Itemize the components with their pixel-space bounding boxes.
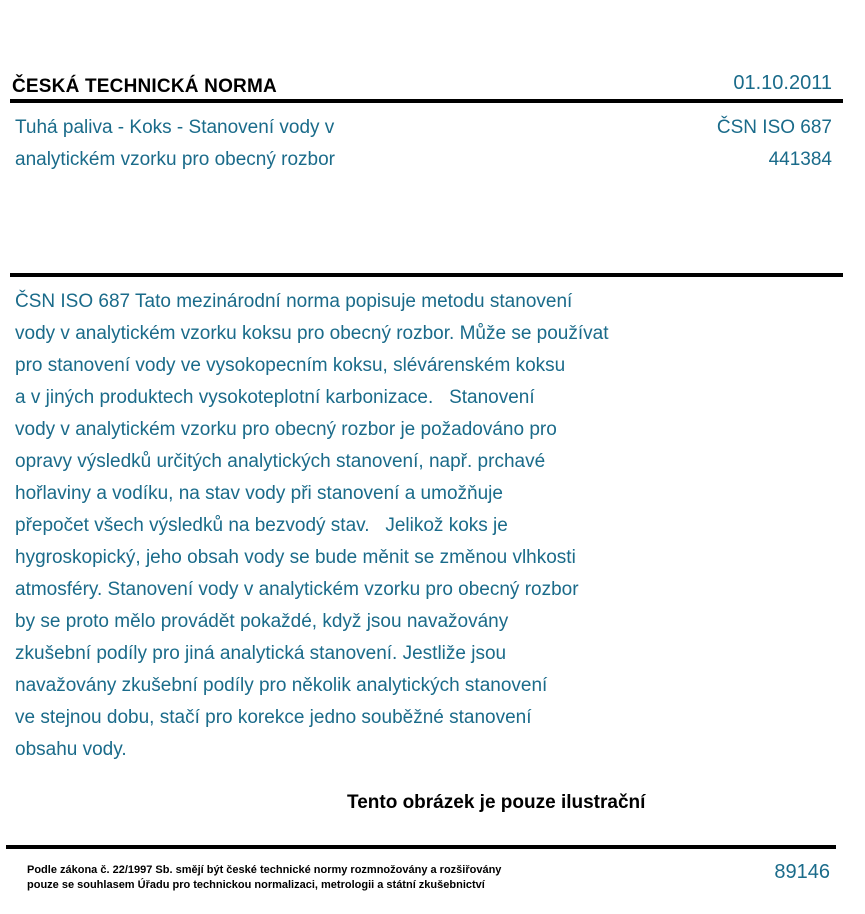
- abstract-line: pro stanovení vody ve vysokopecním koksu, slévárenském koksu: [15, 355, 566, 376]
- abstract-line: ve stejnou dobu, stačí pro korekce jedno souběžné stanovení: [15, 707, 532, 728]
- abstract-line: ČSN ISO 687 Tato mezinárodní norma popisuje metodu stanovení: [15, 291, 573, 312]
- document-id: 89146: [774, 861, 830, 883]
- document-type-heading: ČESKÁ TECHNICKÁ NORMA: [12, 76, 277, 97]
- bottom-divider: [6, 845, 836, 849]
- copyright-notice: [27, 863, 501, 893]
- top-divider: [10, 99, 843, 103]
- abstract-line: a v jiných produktech vysokoteplotní karbonizace. Stanovení: [15, 387, 535, 408]
- abstract-line: atmosféry. Stanovení vody v analytickém vzorku pro obecný rozbor: [15, 579, 579, 600]
- classification-number: 441384: [768, 149, 832, 170]
- abstract-line: obsahu vody.: [15, 739, 127, 760]
- middle-divider: [10, 273, 843, 277]
- abstract-text: [15, 286, 715, 766]
- abstract-line: navažovány zkušební podíly pro několik analytických stanovení: [15, 675, 548, 696]
- publication-date: 01.10.2011: [733, 72, 832, 94]
- abstract-line: vody v analytickém vzorku koksu pro obecný rozbor. Může se používat: [15, 323, 609, 344]
- abstract-line: hygroskopický, jeho obsah vody se bude měnit se změnou vlhkosti: [15, 547, 576, 568]
- abstract-line: hořlaviny a vodíku, na stav vody při stanovení a umožňuje: [15, 483, 503, 504]
- abstract-line: opravy výsledků určitých analytických stanovení, např. prchavé: [15, 451, 546, 472]
- standard-title-line-2: analytickém vzorku pro obecný rozbor: [15, 149, 335, 170]
- abstract-line: zkušební podíly pro jiná analytická stanovení. Jestliže jsou: [15, 643, 507, 664]
- standard-code: ČSN ISO 687: [716, 117, 832, 138]
- copyright-notice-line-1: Podle zákona č. 22/1997 Sb. smějí být české technické normy rozmnožovány a rozšiřovány: [27, 864, 502, 876]
- abstract-line: přepočet všech výsledků na bezvodý stav. Jelikož koks je: [15, 515, 508, 536]
- standard-title-line-1: Tuhá paliva - Koks - Stanovení vody v: [15, 117, 335, 138]
- abstract-line: by se proto mělo provádět pokaždé, když jsou navažovány: [15, 611, 509, 632]
- abstract-line: vody v analytickém vzorku pro obecný rozbor je požadováno pro: [15, 419, 557, 440]
- illustration-disclaimer: Tento obrázek je pouze ilustrační: [347, 792, 646, 813]
- copyright-notice-line-2: pouze se souhlasem Úřadu pro technickou normalizaci, metrologii a státní zkušebnictví: [27, 879, 485, 891]
